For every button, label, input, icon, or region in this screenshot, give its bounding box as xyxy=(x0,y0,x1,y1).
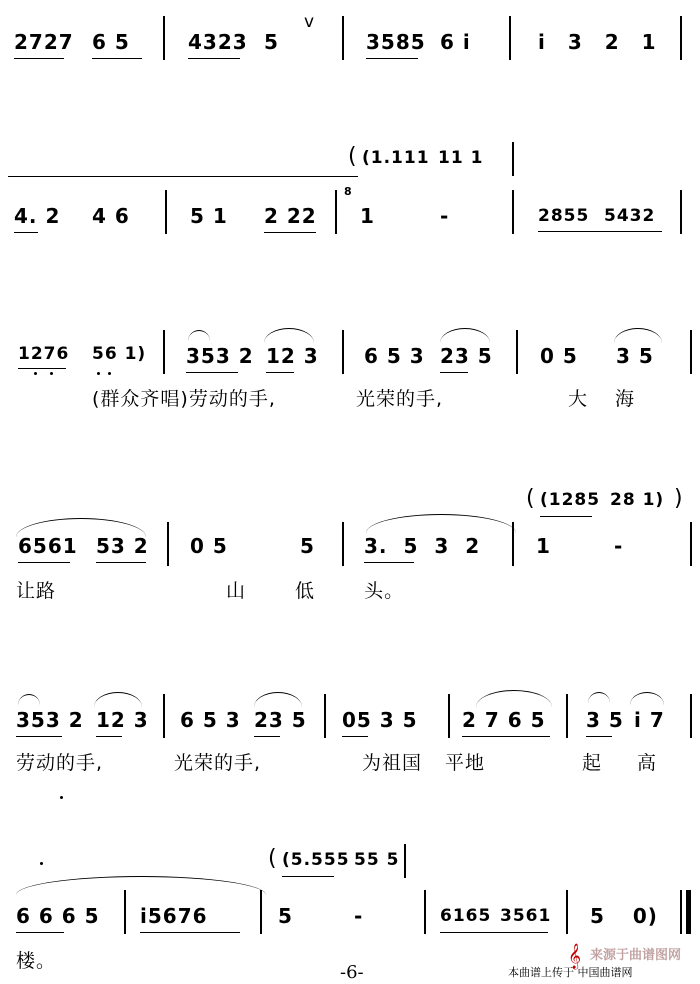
barline xyxy=(342,522,344,566)
note-group: 6 6 6 5 xyxy=(16,904,100,928)
underline xyxy=(16,736,62,737)
underline xyxy=(366,58,418,59)
stray-dot xyxy=(60,796,63,799)
barline xyxy=(512,142,514,176)
note-group: - xyxy=(354,904,364,928)
cue-notes: 11 1 xyxy=(438,148,484,168)
lyric: 让路 xyxy=(16,580,57,602)
note-group: 3561 xyxy=(500,906,552,926)
octave-dot xyxy=(97,372,100,375)
underline xyxy=(96,562,146,563)
note-group: 3 5 xyxy=(586,708,624,732)
cue-paren: ( xyxy=(268,846,277,871)
barline xyxy=(424,890,426,934)
note-group: 2 7 6 5 xyxy=(462,708,546,732)
barline xyxy=(324,694,326,738)
note-group: 2727 xyxy=(14,30,74,54)
note-group: 53 2 xyxy=(96,534,149,558)
barline xyxy=(509,16,511,60)
slur xyxy=(188,330,210,341)
note-group: 05 3 5 xyxy=(342,708,418,732)
lyric: 楼。 xyxy=(16,950,57,972)
note-group: 23 5 xyxy=(440,344,493,368)
note-group: 12 3 xyxy=(266,344,319,368)
note-group: 6165 xyxy=(440,906,492,926)
underline xyxy=(440,932,548,933)
barline xyxy=(335,190,337,234)
underline xyxy=(16,932,64,933)
lyric: 大 海 xyxy=(568,388,636,410)
underline xyxy=(540,516,592,517)
cue-paren: ( xyxy=(526,486,535,511)
slur xyxy=(614,328,662,343)
barline xyxy=(404,844,406,878)
cue-paren: ( xyxy=(348,144,357,169)
slur xyxy=(16,876,266,895)
final-barline xyxy=(680,890,682,934)
underline xyxy=(92,58,142,59)
barline xyxy=(165,190,167,234)
barline xyxy=(124,890,126,934)
underline xyxy=(18,562,70,563)
note-group: 5432 xyxy=(604,206,656,226)
phrase-line xyxy=(8,176,358,177)
treble-clef-logo-icon: 𝄞 xyxy=(568,944,582,969)
note-group: 12 3 xyxy=(96,708,149,732)
octave-dot xyxy=(50,372,53,375)
note-group: 353 2 xyxy=(186,344,254,368)
underline xyxy=(440,372,468,373)
barline xyxy=(512,522,514,566)
breath-mark: v xyxy=(304,12,316,32)
slur xyxy=(18,694,40,705)
lyric: 光荣的手, xyxy=(174,752,262,774)
barline xyxy=(680,16,682,60)
underline xyxy=(364,562,414,563)
underline xyxy=(586,736,612,737)
octave-dot xyxy=(108,372,111,375)
underline xyxy=(14,232,38,233)
barline xyxy=(163,694,165,738)
barline xyxy=(690,522,692,566)
barline xyxy=(448,694,450,738)
note-group: 353 2 xyxy=(16,708,84,732)
barline xyxy=(167,522,169,566)
note-group: 5 0) xyxy=(590,904,658,928)
slur xyxy=(254,692,302,707)
barline xyxy=(342,330,344,374)
underline xyxy=(188,58,240,59)
slur xyxy=(264,328,314,343)
slur xyxy=(630,692,664,705)
barline xyxy=(342,16,344,60)
note-group: i 3 2 1 xyxy=(538,30,657,54)
barline xyxy=(516,330,518,374)
note-group: 4 6 xyxy=(92,204,130,228)
octave-dot xyxy=(34,372,37,375)
lyric: (群众齐唱)劳动的手, xyxy=(92,388,276,410)
barline xyxy=(566,694,568,738)
underline xyxy=(140,932,240,933)
barline xyxy=(690,694,692,738)
underline xyxy=(538,231,662,232)
barline xyxy=(690,330,692,374)
slur xyxy=(366,514,516,533)
meter-mark: 8 xyxy=(344,185,352,198)
note-group: i 7 xyxy=(634,708,665,732)
note-group: 5 xyxy=(278,904,293,928)
underline xyxy=(462,736,550,737)
underline xyxy=(18,368,66,369)
underline xyxy=(14,58,64,59)
note-group: 3. 5 3 2 xyxy=(364,534,481,558)
note-group: 3585 xyxy=(366,30,426,54)
note-group: 1276 xyxy=(18,344,70,364)
note-group: 6561 xyxy=(18,534,78,558)
barline xyxy=(566,890,568,934)
note-group: 23 5 xyxy=(254,708,307,732)
note-group: 4. 2 xyxy=(14,204,61,228)
page-number: -6- xyxy=(340,962,364,983)
note-group: 6 i xyxy=(440,30,471,54)
cue-notes: (1285 xyxy=(540,490,601,510)
cue-notes: 55 5 xyxy=(354,850,400,870)
upload-credit: 本曲谱上传于 中国曲谱网 xyxy=(508,966,633,979)
cue-notes: 28 1) xyxy=(610,490,665,510)
underline xyxy=(96,736,122,737)
watermark: 来源于曲谱图网 xyxy=(590,948,682,963)
note-group: 5 xyxy=(264,30,279,54)
note-group: i5676 xyxy=(140,904,208,928)
lyric: 为祖国 平地 xyxy=(362,752,486,774)
note-group: 2 22 xyxy=(264,204,317,228)
underline xyxy=(186,372,238,373)
underline xyxy=(264,232,316,233)
lyric: 起 高 xyxy=(582,752,658,774)
stray-dot xyxy=(40,862,43,865)
note-group: 56 1) xyxy=(92,344,147,364)
note-group: 5 1 xyxy=(190,204,228,228)
underline xyxy=(266,372,294,373)
barline xyxy=(680,190,682,234)
note-group: 0 5 xyxy=(190,534,228,558)
note-group: - xyxy=(614,534,624,558)
note-group: 3 5 xyxy=(616,344,654,368)
note-group: 6 5 3 xyxy=(180,708,241,732)
slur xyxy=(94,692,142,707)
barline xyxy=(163,16,165,60)
lyric: 光荣的手, xyxy=(356,388,444,410)
slur xyxy=(476,690,552,707)
note-group: 6 5 xyxy=(92,30,130,54)
slur xyxy=(440,328,490,343)
note-group: 1 xyxy=(536,534,551,558)
cue-notes: (5.555 xyxy=(282,850,350,870)
lyric: 山 低 头。 xyxy=(226,580,405,602)
underline xyxy=(254,736,280,737)
barline xyxy=(163,330,165,374)
note-group: 0 5 xyxy=(540,344,578,368)
note-group: 2855 xyxy=(538,206,590,226)
final-barline xyxy=(686,890,691,934)
note-group: 1 xyxy=(360,204,375,228)
note-group: 4323 xyxy=(188,30,248,54)
underline xyxy=(282,876,334,877)
note-group: 6 5 3 xyxy=(364,344,425,368)
note-group: - xyxy=(440,204,450,228)
note-group: 5 xyxy=(300,534,315,558)
lyric: 劳动的手, xyxy=(16,752,104,774)
slur xyxy=(588,692,610,703)
barline xyxy=(260,890,262,934)
cue-paren: ) xyxy=(674,486,683,511)
barline xyxy=(512,190,514,234)
underline xyxy=(342,736,368,737)
cue-notes: (1.111 xyxy=(362,148,430,168)
